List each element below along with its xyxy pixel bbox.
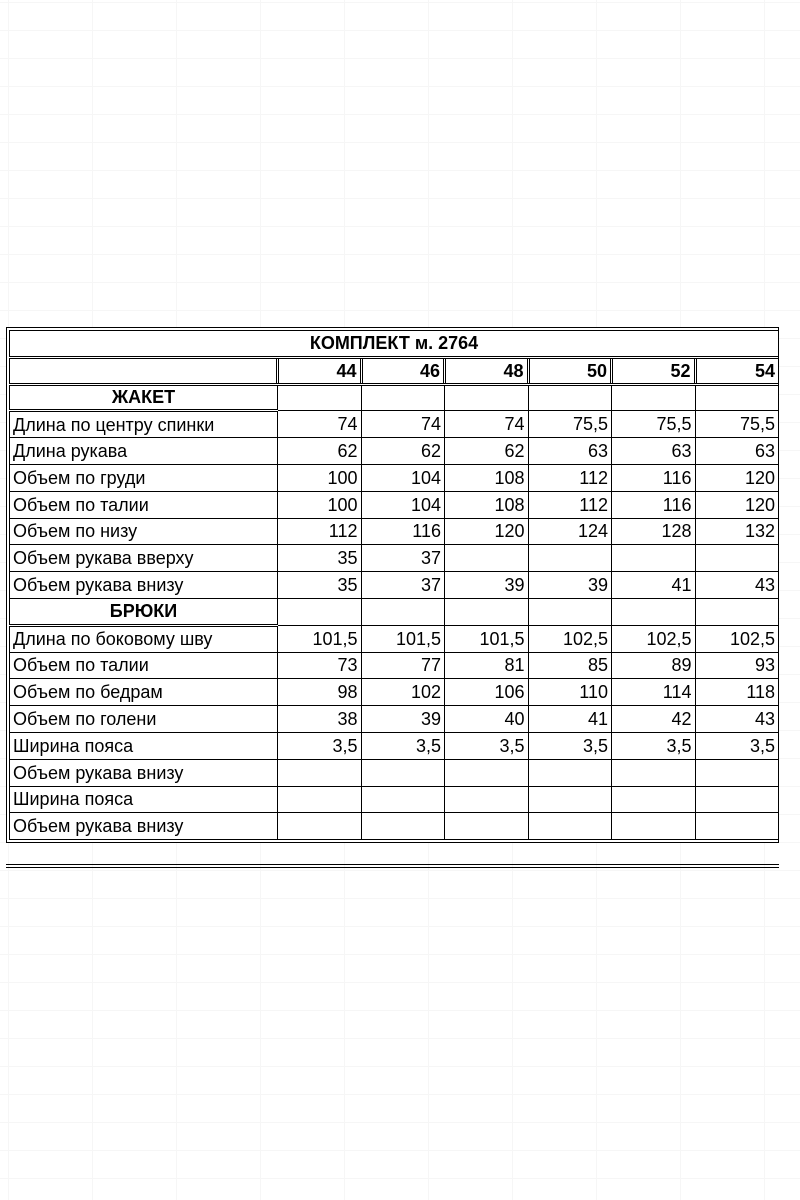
measurement-value [612,813,696,840]
measurement-value: 110 [528,679,612,706]
measurement-value: 132 [695,518,779,545]
measurement-label: Ширина пояса [10,732,278,759]
measurement-value: 104 [361,464,445,491]
measurement-value: 112 [528,491,612,518]
measurement-label: Объем рукава внизу [10,572,278,599]
measurement-value: 101,5 [278,625,362,652]
measurement-value: 116 [361,518,445,545]
measurement-value [695,786,779,813]
measurement-value: 112 [528,464,612,491]
measurement-value [445,759,529,786]
measurement-value: 98 [278,679,362,706]
title-row [10,331,779,358]
measurement-value [445,545,529,572]
measurement-value: 108 [445,464,529,491]
table-row [10,438,779,465]
measurement-value: 3,5 [612,732,696,759]
measurement-value: 85 [528,652,612,679]
measurement-value: 3,5 [278,732,362,759]
size-header: 46 [361,357,445,384]
measurement-label: Длина по боковому шву [10,625,278,652]
measurement-value: 62 [445,438,529,465]
table-row [10,625,779,652]
measurement-value [612,545,696,572]
measurement-value: 39 [528,572,612,599]
measurement-value: 100 [278,464,362,491]
measurement-value: 39 [445,572,529,599]
jacket-heading: ЖАКЕТ [10,384,278,411]
measurement-value: 93 [695,652,779,679]
measurement-value [278,786,362,813]
measurement-value: 118 [695,679,779,706]
measurement-value [278,759,362,786]
measurement-label: Объем по груди [10,464,278,491]
measurement-value: 104 [361,491,445,518]
table-row [10,813,779,840]
measurement-value: 75,5 [695,411,779,438]
table-row [10,679,779,706]
measurement-label: Объем по талии [10,491,278,518]
size-header-blank [10,357,278,384]
measurement-value: 102 [361,679,445,706]
measurement-value: 74 [445,411,529,438]
measurement-value: 73 [278,652,362,679]
measurement-value: 38 [278,706,362,733]
table-row [10,732,779,759]
measurement-value: 63 [528,438,612,465]
measurement-value: 37 [361,572,445,599]
measurement-value [695,759,779,786]
measurement-value: 3,5 [361,732,445,759]
measurement-value [695,545,779,572]
empty-cell [695,384,779,411]
measurement-value: 89 [612,652,696,679]
table-row [10,572,779,599]
measurement-value: 63 [695,438,779,465]
measurement-label: Объем рукава внизу [10,759,278,786]
measurement-label: Объем рукава внизу [10,813,278,840]
measurement-value: 42 [612,706,696,733]
measurement-value [445,813,529,840]
measurement-label: Объем по талии [10,652,278,679]
empty-cell [445,384,529,411]
measurement-value [528,786,612,813]
table-bottom-border [6,864,779,868]
measurement-value: 102,5 [695,625,779,652]
empty-cell [278,598,362,625]
measurement-label: Объем по низу [10,518,278,545]
measurement-value: 75,5 [528,411,612,438]
measurement-value: 37 [361,545,445,572]
empty-cell [612,384,696,411]
measurement-value: 128 [612,518,696,545]
measurement-value: 41 [528,706,612,733]
measurement-value: 81 [445,652,529,679]
measurement-value: 3,5 [445,732,529,759]
measurement-value [612,786,696,813]
measurement-value: 74 [361,411,445,438]
measurement-value: 43 [695,706,779,733]
empty-cell [278,384,362,411]
measurement-value: 62 [361,438,445,465]
measurement-value [528,813,612,840]
measurement-value: 62 [278,438,362,465]
table-row [10,759,779,786]
measurement-value: 120 [445,518,529,545]
measurement-value [695,813,779,840]
measurement-value: 35 [278,572,362,599]
table-row [10,464,779,491]
measurement-value: 116 [612,464,696,491]
trousers-heading-row [10,598,779,625]
measurement-value [445,786,529,813]
table-row [10,411,779,438]
size-chart-sheet [6,327,779,843]
table-row [10,652,779,679]
measurement-value: 74 [278,411,362,438]
empty-cell [612,598,696,625]
table-title: КОМПЛЕКТ м. 2764 [10,331,779,358]
measurement-value [528,759,612,786]
measurement-value: 39 [361,706,445,733]
empty-cell [695,598,779,625]
table-row [10,545,779,572]
table-row [10,786,779,813]
measurement-label: Ширина пояса [10,786,278,813]
measurement-label: Длина рукава [10,438,278,465]
measurement-value: 77 [361,652,445,679]
measurement-value [278,813,362,840]
size-header: 48 [445,357,529,384]
table-row [10,706,779,733]
empty-cell [361,384,445,411]
empty-cell [445,598,529,625]
size-header: 52 [612,357,696,384]
empty-cell [361,598,445,625]
size-header: 50 [528,357,612,384]
empty-cell [528,384,612,411]
measurement-value: 116 [612,491,696,518]
size-chart-table [9,330,779,840]
measurement-value: 114 [612,679,696,706]
measurement-value [361,813,445,840]
measurement-value: 35 [278,545,362,572]
measurement-value: 112 [278,518,362,545]
measurement-value [361,759,445,786]
measurement-value: 43 [695,572,779,599]
measurement-value: 102,5 [528,625,612,652]
empty-cell [528,598,612,625]
size-header: 44 [278,357,362,384]
trousers-heading: БРЮКИ [10,598,278,625]
measurement-value: 3,5 [528,732,612,759]
measurement-value: 41 [612,572,696,599]
measurement-label: Объем по бедрам [10,679,278,706]
measurement-value: 120 [695,491,779,518]
measurement-value: 124 [528,518,612,545]
size-header: 54 [695,357,779,384]
measurement-value [361,786,445,813]
measurement-value [528,545,612,572]
measurement-value: 63 [612,438,696,465]
measurement-value: 101,5 [361,625,445,652]
measurement-label: Длина по центру спинки [10,411,278,438]
table-row [10,491,779,518]
measurement-value [612,759,696,786]
measurement-value: 75,5 [612,411,696,438]
measurement-value: 3,5 [695,732,779,759]
measurement-value: 120 [695,464,779,491]
measurement-value: 101,5 [445,625,529,652]
measurement-value: 108 [445,491,529,518]
table-row [10,518,779,545]
measurement-value: 102,5 [612,625,696,652]
measurement-value: 106 [445,679,529,706]
size-header-row [10,357,779,384]
measurement-label: Объем рукава вверху [10,545,278,572]
measurement-value: 40 [445,706,529,733]
measurement-value: 100 [278,491,362,518]
jacket-heading-row [10,384,779,411]
measurement-label: Объем по голени [10,706,278,733]
